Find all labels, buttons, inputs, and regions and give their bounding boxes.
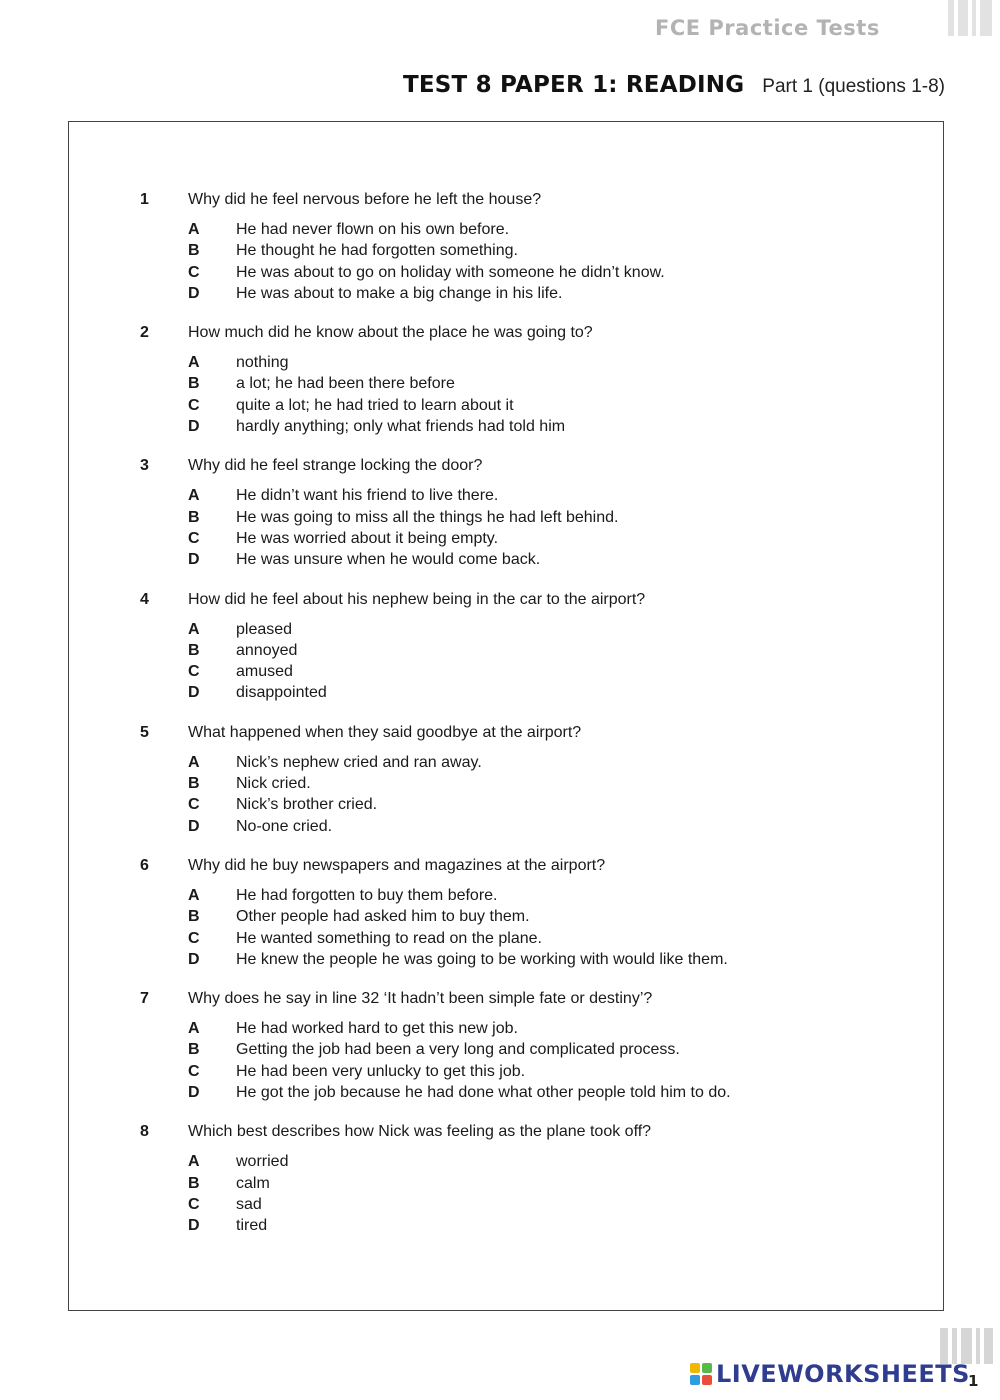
question-row xyxy=(140,1121,960,1143)
question-number: 2 xyxy=(140,324,149,342)
option-text: Nick’s brother cried. xyxy=(236,796,378,814)
answer-option-a[interactable] xyxy=(188,352,960,373)
question-text: Why does he say in line 32 ‘It hadn’t been simple fate or destiny’? xyxy=(188,990,653,1008)
option-letter: D xyxy=(188,1217,200,1235)
question-4 xyxy=(140,589,960,704)
page-number: 1 xyxy=(968,1372,979,1390)
question-row xyxy=(140,322,960,344)
logo-square xyxy=(702,1375,712,1385)
option-letter: D xyxy=(188,551,200,569)
answer-option-a[interactable] xyxy=(188,485,960,506)
answer-option-d[interactable] xyxy=(188,816,960,837)
question-text: How did he feel about his nephew being in the car to the airport? xyxy=(188,590,646,608)
option-text: sad xyxy=(236,1195,262,1213)
answer-option-c[interactable] xyxy=(188,661,960,682)
series-header: FCE Practice Tests xyxy=(655,16,880,40)
answer-option-c[interactable] xyxy=(188,262,960,283)
option-letter: D xyxy=(188,950,200,968)
answer-option-c[interactable] xyxy=(188,1061,960,1082)
question-2 xyxy=(140,322,960,437)
option-letter: A xyxy=(188,620,200,638)
answer-option-b[interactable] xyxy=(188,240,960,261)
answer-option-d[interactable] xyxy=(188,1215,960,1236)
answer-option-c[interactable] xyxy=(188,395,960,416)
option-text: a lot; he had been there before xyxy=(236,375,455,393)
liveworksheets-logo xyxy=(690,1360,970,1388)
answer-option-c[interactable] xyxy=(188,794,960,815)
brand-logo-icon xyxy=(690,1363,712,1385)
answer-option-d[interactable] xyxy=(188,682,960,703)
question-text: How much did he know about the place he was going to? xyxy=(188,324,593,342)
option-letter: D xyxy=(188,684,200,702)
option-text: pleased xyxy=(236,620,293,638)
option-letter: A xyxy=(188,221,200,238)
question-number: 7 xyxy=(140,990,149,1008)
option-letter: C xyxy=(188,1195,200,1213)
option-text: He was worried about it being empty. xyxy=(236,529,499,547)
question-text: What happened when they said goodbye at the airport? xyxy=(188,723,582,741)
question-text: Why did he feel strange locking the door? xyxy=(188,457,483,475)
answer-options xyxy=(188,885,960,970)
question-row xyxy=(140,722,960,744)
question-6 xyxy=(140,855,960,970)
logo-square xyxy=(690,1375,700,1385)
option-letter: C xyxy=(188,263,200,281)
question-row xyxy=(140,189,960,211)
option-text: calm xyxy=(236,1174,270,1192)
option-text: He was about to make a big change in his life. xyxy=(236,284,563,302)
option-text: quite a lot; he had tried to learn about it xyxy=(236,396,514,414)
option-letter: A xyxy=(188,886,200,904)
option-text: He had never flown on his own before. xyxy=(236,221,510,238)
option-text: Nick cried. xyxy=(236,775,311,793)
question-5 xyxy=(140,722,960,837)
option-letter: D xyxy=(188,418,200,436)
option-text: hardly anything; only what friends had told him xyxy=(236,418,566,436)
page-title: TEST 8 PAPER 1: READING xyxy=(402,72,745,98)
question-number: 6 xyxy=(140,856,149,874)
answer-option-b[interactable] xyxy=(188,906,960,927)
option-letter: B xyxy=(188,1041,200,1059)
question-row xyxy=(140,455,960,477)
option-letter: A xyxy=(188,753,200,771)
answer-option-b[interactable] xyxy=(188,640,960,661)
option-letter: C xyxy=(188,663,200,681)
option-text: He got the job because he had done what other people told him to do. xyxy=(236,1084,731,1102)
logo-square xyxy=(690,1363,700,1373)
answer-option-a[interactable] xyxy=(188,1151,960,1172)
option-text: He was about to go on holiday with someone he didn’t know. xyxy=(236,263,665,281)
question-number: 8 xyxy=(140,1123,149,1141)
answer-options xyxy=(188,485,960,570)
option-letter: B xyxy=(188,1174,200,1192)
option-text: He had worked hard to get this new job. xyxy=(236,1020,518,1038)
answer-options xyxy=(188,1018,960,1103)
answer-option-c[interactable] xyxy=(188,1194,960,1215)
answer-option-a[interactable] xyxy=(188,885,960,906)
logo-square xyxy=(702,1363,712,1373)
answer-option-d[interactable] xyxy=(188,1082,960,1103)
option-text: He was going to miss all the things he had left behind. xyxy=(236,508,619,526)
answer-options xyxy=(188,219,960,304)
question-text: Why did he buy newspapers and magazines at the airport? xyxy=(188,856,606,874)
option-text: Other people had asked him to buy them. xyxy=(236,908,530,926)
question-text: Why did he feel nervous before he left the house? xyxy=(188,191,542,208)
option-text: amused xyxy=(236,663,293,681)
option-letter: A xyxy=(188,1153,200,1171)
page-subtitle: Part 1 (questions 1-8) xyxy=(762,76,945,97)
answer-option-d[interactable] xyxy=(188,283,960,304)
answer-option-b[interactable] xyxy=(188,1039,960,1060)
option-letter: C xyxy=(188,796,200,814)
answer-option-b[interactable] xyxy=(188,773,960,794)
question-number: 4 xyxy=(140,590,149,608)
option-text: disappointed xyxy=(236,684,327,702)
answer-option-c[interactable] xyxy=(188,528,960,549)
answer-option-a[interactable] xyxy=(188,1018,960,1039)
option-text: annoyed xyxy=(236,641,298,659)
question-list xyxy=(140,189,960,1255)
option-letter: B xyxy=(188,242,200,260)
test-heading xyxy=(403,72,945,98)
option-letter: B xyxy=(188,375,200,393)
option-text: He had been very unlucky to get this job. xyxy=(236,1062,526,1080)
option-letter: D xyxy=(188,1084,200,1102)
option-letter: C xyxy=(188,529,200,547)
option-text: Nick’s nephew cried and ran away. xyxy=(236,753,482,771)
option-text: nothing xyxy=(236,354,289,372)
answer-options xyxy=(188,619,960,704)
option-text: He was unsure when he would come back. xyxy=(236,551,541,569)
option-letter: B xyxy=(188,908,200,926)
answer-option-a[interactable] xyxy=(188,219,960,240)
option-letter: A xyxy=(188,354,200,372)
option-letter: D xyxy=(188,817,200,835)
option-letter: B xyxy=(188,508,200,526)
option-letter: D xyxy=(188,284,200,302)
brand-name: LIVEWORKSHEETS xyxy=(716,1360,970,1388)
answer-option-c[interactable] xyxy=(188,928,960,949)
answer-option-a[interactable] xyxy=(188,619,960,640)
option-letter: A xyxy=(188,487,200,505)
option-text: worried xyxy=(236,1153,289,1171)
option-text: He wanted something to read on the plane. xyxy=(236,929,542,947)
question-number: 5 xyxy=(140,723,149,741)
answer-options xyxy=(188,352,960,437)
question-3 xyxy=(140,455,960,570)
answer-options xyxy=(188,752,960,837)
answer-option-b[interactable] xyxy=(188,1173,960,1194)
question-number: 1 xyxy=(140,191,149,208)
footer-decoration xyxy=(938,1328,1000,1364)
answer-option-b[interactable] xyxy=(188,507,960,528)
answer-option-b[interactable] xyxy=(188,373,960,394)
answer-option-d[interactable] xyxy=(188,549,960,570)
option-letter: C xyxy=(188,396,200,414)
answer-option-a[interactable] xyxy=(188,752,960,773)
option-letter: C xyxy=(188,1062,200,1080)
option-letter: B xyxy=(188,775,200,793)
option-letter: A xyxy=(188,1020,200,1038)
question-row xyxy=(140,855,960,877)
option-text: Getting the job had been a very long and complicated process. xyxy=(236,1041,680,1059)
option-text: He had forgotten to buy them before. xyxy=(236,886,498,904)
option-letter: C xyxy=(188,929,200,947)
question-row xyxy=(140,589,960,611)
question-text: Which best describes how Nick was feeling as the plane took off? xyxy=(188,1123,652,1141)
question-1 xyxy=(140,189,960,304)
option-text: No-one cried. xyxy=(236,817,333,835)
question-row xyxy=(140,988,960,1010)
option-text: He didn’t want his friend to live there. xyxy=(236,487,499,505)
question-number: 3 xyxy=(140,457,149,475)
option-text: He knew the people he was going to be working with would like them. xyxy=(236,950,728,968)
option-letter: B xyxy=(188,641,200,659)
question-8 xyxy=(140,1121,960,1236)
answer-option-d[interactable] xyxy=(188,416,960,437)
answer-option-d[interactable] xyxy=(188,949,960,970)
option-text: He thought he had forgotten something. xyxy=(236,242,518,260)
option-text: tired xyxy=(236,1217,268,1235)
corner-decoration xyxy=(940,0,1000,42)
question-7 xyxy=(140,988,960,1103)
answer-options xyxy=(188,1151,960,1236)
